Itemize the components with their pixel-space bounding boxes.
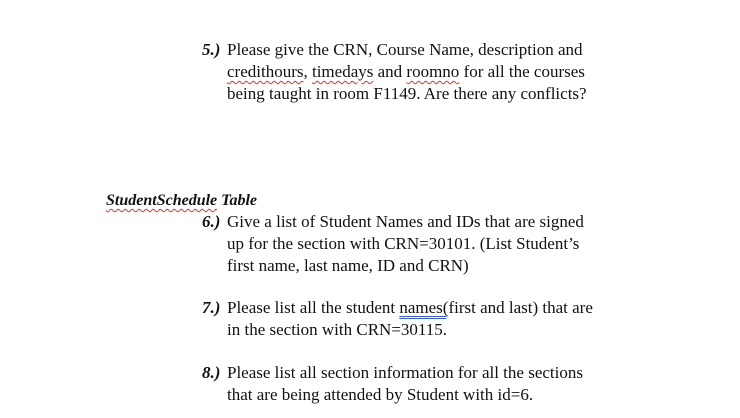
question-8 (202, 362, 583, 406)
question-5-text-2: for all the courses (459, 62, 585, 81)
question-5-number: 5.) (202, 40, 221, 59)
grammar-mark-names: names( (399, 298, 449, 317)
question-8-text-1: Please list all section information for all the sections (227, 363, 583, 382)
question-8-line-2: that are being attended by Student with id=6. (227, 385, 534, 404)
question-6-line-1 (202, 211, 584, 233)
section-heading (106, 190, 257, 212)
question-5-line-3: being taught in room F1149. Are there any conflicts? (227, 84, 587, 103)
question-6-line-2: up for the section with CRN=30101. (List Student’s (227, 234, 580, 253)
question-5-line-1 (202, 39, 587, 61)
question-7-text-1a: Please list all the student (227, 298, 400, 317)
question-7-text-1b: first and last) that are (448, 298, 593, 317)
question-7-line-1 (202, 297, 593, 319)
question-6 (202, 211, 584, 277)
question-6-number: 6.) (202, 212, 221, 231)
word-roomno: roomno (406, 62, 460, 81)
question-8-number: 8.) (202, 363, 221, 382)
word-timedays: timedays (311, 62, 374, 81)
question-6-text-1: Give a list of Student Names and IDs that are signed (227, 212, 584, 231)
separator: , (303, 62, 312, 81)
question-7 (202, 297, 593, 341)
question-6-line-3: first name, last name, ID and CRN) (227, 256, 469, 275)
word-credithours: credithours (227, 62, 304, 81)
question-5-line-2 (202, 61, 587, 83)
question-7-line-2: in the section with CRN=30115. (227, 320, 448, 339)
question-5-text-1: Please give the CRN, Course Name, description and (227, 40, 583, 59)
question-7-number: 7.) (202, 298, 221, 317)
section-heading-suffix: Table (217, 192, 257, 209)
separator: and (373, 62, 407, 81)
question-5 (202, 39, 587, 105)
section-heading-name: StudentSchedule (106, 192, 218, 209)
question-8-line-1 (202, 362, 583, 384)
